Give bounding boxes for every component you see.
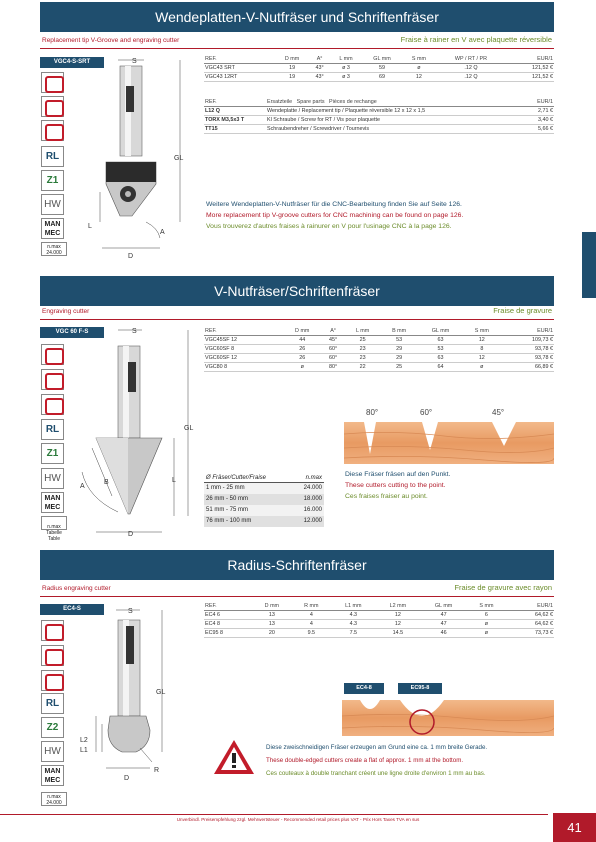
cell: 9.5 xyxy=(292,629,331,638)
col-pieces: Pièces de rechange xyxy=(329,99,377,105)
price-cell: 93,78 € xyxy=(501,354,554,363)
cell: VGC60SF 12 xyxy=(204,354,283,363)
cell: 4 xyxy=(292,620,331,629)
carbide-hw-icon: HW xyxy=(41,194,64,215)
cell: 76 mm - 100 mm xyxy=(204,516,293,527)
shank-icon xyxy=(41,620,64,641)
col-wp: WP / RT / PR xyxy=(436,55,507,64)
dim-l1-label: L1 xyxy=(80,747,88,754)
cell: 4 xyxy=(292,611,331,620)
table-row xyxy=(204,494,324,505)
table-row xyxy=(204,505,324,516)
cell: EC4 6 xyxy=(204,611,252,620)
cell: 29 xyxy=(380,354,417,363)
cutter-drawing-radius xyxy=(80,600,200,790)
product-code-badge: VGC 60 F-S xyxy=(40,327,104,338)
rpm-value: Tabelle Table xyxy=(46,530,62,542)
table-header-row xyxy=(204,55,554,64)
spec-table-vgc43 xyxy=(204,55,554,82)
dim-a-label: A xyxy=(160,229,165,236)
col-r: R mm xyxy=(292,602,331,611)
chip-ec95-8: EC95-8 xyxy=(398,683,442,694)
angle-label-45: 45° xyxy=(492,408,505,417)
cell: VGC45SF 12 xyxy=(204,336,283,345)
cell: 12 xyxy=(463,354,500,363)
cell: 46 xyxy=(420,629,467,638)
cell: EC95 8 xyxy=(204,629,252,638)
cell: EC4 8 xyxy=(204,620,252,629)
cell: .12 Q xyxy=(436,73,507,82)
section-subtitle-bar xyxy=(40,37,554,49)
cell: 14.5 xyxy=(376,629,421,638)
cell: TORX M3,5x3 T xyxy=(204,116,266,125)
product-code-badge: EC4-S xyxy=(40,604,104,615)
col-l2: L2 mm xyxy=(376,602,421,611)
col-gl: GL mm xyxy=(420,602,467,611)
note-en: These cutters cutting to the point. xyxy=(345,482,446,489)
col-s: S mm xyxy=(402,55,435,64)
cell: 45° xyxy=(321,336,345,345)
note-fr: Ces couteaux à double tranchant créent une ligne droite d'environ 1 mm au bas. xyxy=(266,770,486,777)
cell: 25 xyxy=(380,363,417,372)
cell: 23 xyxy=(345,345,381,354)
subtitle-en: Replacement tip V-Groove and engraving cutter xyxy=(42,37,180,44)
cell: 29 xyxy=(380,345,417,354)
subtitle-en: Engraving cutter xyxy=(42,308,90,315)
cell: L12 Q xyxy=(204,107,266,116)
rpm-table xyxy=(204,474,324,527)
section-title-v-nutfraeser: V-Nutfräser/Schriftenfräser xyxy=(40,276,554,306)
man-mec-icon: MAN MEC xyxy=(41,218,64,239)
material-icon xyxy=(41,120,64,141)
col-d: D mm xyxy=(283,327,321,336)
cell: 12 xyxy=(376,611,421,620)
cell: ø xyxy=(402,64,435,73)
price-cell: 66,89 € xyxy=(501,363,554,372)
cell: 63 xyxy=(418,336,463,345)
subtitle-fr: Fraise de gravure xyxy=(493,306,552,315)
dim-l-label: L xyxy=(172,477,176,484)
price-cell: 73,73 € xyxy=(506,629,554,638)
cell: 1 mm - 25 mm xyxy=(204,483,293,494)
note-en: More replacement tip V-groove cutters for CNC machining can be found on page 126. xyxy=(206,212,464,219)
cell: 80° xyxy=(321,363,345,372)
note-de: Diese Fräser fräsen auf den Punkt. xyxy=(345,471,451,478)
col-ref: REF. xyxy=(204,327,283,336)
table-row xyxy=(204,363,554,372)
note-fr: Vous trouverez d'autres fraises à rainurer en V pour l'usinage CNC à la page 126. xyxy=(206,223,452,230)
table-row xyxy=(204,620,554,629)
cell: Schraubendreher / Screwdriver / Tournevis xyxy=(266,125,525,134)
rotation-right-icon: RL xyxy=(41,693,64,714)
cell: 8 xyxy=(463,345,500,354)
cell: VGC43 12RT xyxy=(204,73,275,82)
cell: 24.000 xyxy=(293,483,324,494)
cell: 22 xyxy=(345,363,381,372)
cell: VGC80 8 xyxy=(204,363,283,372)
col-a: A° xyxy=(309,55,330,64)
dim-s-label: S xyxy=(128,608,133,615)
col-diameter: Ø Fräser/Cutter/Fraise xyxy=(204,474,293,483)
subtitle-fr: Fraise à rainer en V avec plaquette réversible xyxy=(400,35,552,44)
cell: TT15 xyxy=(204,125,266,134)
rotation-right-icon: RL xyxy=(41,146,64,167)
cell: 43° xyxy=(309,64,330,73)
dim-s-label: S xyxy=(132,328,137,335)
col-nmax: n.max xyxy=(293,474,324,483)
price-cell: 64,62 € xyxy=(506,620,554,629)
rpm-value: 24.000 xyxy=(46,250,62,256)
section-subtitle-bar xyxy=(40,585,554,597)
subtitle-fr: Fraise de gravure avec rayon xyxy=(454,583,552,592)
col-ersatzteile: Ersatzteile xyxy=(267,99,293,105)
cell: Kl Schraube / Screw for RT / Vis pour plaquette xyxy=(266,116,525,125)
col-ref: REF. xyxy=(204,98,266,107)
table-row xyxy=(204,345,554,354)
dim-b-label: B xyxy=(104,479,109,486)
table-row xyxy=(204,516,324,527)
cell: 19 xyxy=(275,64,309,73)
footer-price-note: Unverbindl. Preisempfehlung zzgl. Mehrwertsteuer - Recommended retail prices plus VAT - Prix Hors Taxes TVA en sus xyxy=(176,817,420,822)
cell: 59 xyxy=(362,64,402,73)
table-row xyxy=(204,125,554,134)
chapter-tab xyxy=(582,232,596,298)
flute-count-icon: Z1 xyxy=(41,443,64,464)
cutter-drawing-v-groove xyxy=(78,322,200,542)
col-l1: L1 mm xyxy=(331,602,376,611)
price-cell: 121,52 € xyxy=(506,64,554,73)
rotation-icon xyxy=(41,96,64,117)
section-title-wendeplatten: Wendeplatten-V-Nutfräser und Schriftenfräser xyxy=(40,2,554,32)
cell: .12 Q xyxy=(436,64,507,73)
cell: 12.000 xyxy=(293,516,324,527)
cell: VGC60SF 8 xyxy=(204,345,283,354)
warning-icon xyxy=(212,738,256,776)
dim-a-label: A xyxy=(80,483,85,490)
cell: 12 xyxy=(463,336,500,345)
cell: 26 xyxy=(283,345,321,354)
col-ref: REF. xyxy=(204,55,275,64)
col-d: D mm xyxy=(252,602,291,611)
table-row xyxy=(204,64,554,73)
cell: 12 xyxy=(402,73,435,82)
page-number: 41 xyxy=(553,813,596,842)
footer-divider xyxy=(0,814,548,815)
cell: 7.5 xyxy=(331,629,376,638)
spare-parts-table xyxy=(204,98,554,134)
table-header-row xyxy=(204,98,554,107)
cell: ø xyxy=(467,629,506,638)
cell: 60° xyxy=(321,345,345,354)
material-icon xyxy=(41,394,64,415)
cell: 53 xyxy=(418,345,463,354)
subtitle-en: Radius engraving cutter xyxy=(42,585,111,592)
cell: 53 xyxy=(380,336,417,345)
col-parts-combined xyxy=(266,98,525,107)
cell: ø xyxy=(467,620,506,629)
col-b: B mm xyxy=(380,327,417,336)
cell: ø xyxy=(283,363,321,372)
dim-gl-label: GL xyxy=(184,425,194,432)
rpm-label: n.max xyxy=(47,524,61,530)
rotation-right-icon: RL xyxy=(41,419,64,440)
dim-d-label: D xyxy=(124,775,130,782)
carbide-hw-icon: HW xyxy=(41,741,64,762)
rpm-value: 24.000 xyxy=(46,800,62,806)
table-row xyxy=(204,629,554,638)
cell: 13 xyxy=(252,620,291,629)
note-fr: Ces fraises fraiser au point. xyxy=(345,493,428,500)
price-cell: 93,78 € xyxy=(501,345,554,354)
cell: 60° xyxy=(321,354,345,363)
cell: 43° xyxy=(309,73,330,82)
cell: 25 xyxy=(345,336,381,345)
product-code-badge: VGC4-S-SRT xyxy=(40,57,104,68)
table-row xyxy=(204,336,554,345)
cell: 47 xyxy=(420,620,467,629)
notes-section-1 xyxy=(206,199,463,232)
cell: 51 mm - 75 mm xyxy=(204,505,293,516)
cutter-drawing-vgc xyxy=(80,52,200,264)
dim-gl-label: GL xyxy=(156,689,166,696)
col-s: S mm xyxy=(467,602,506,611)
col-ref: REF. xyxy=(204,602,252,611)
table-row xyxy=(204,116,554,125)
cell: ø 3 xyxy=(330,73,362,82)
cell: 63 xyxy=(418,354,463,363)
price-cell: 121,52 € xyxy=(506,73,554,82)
col-gl: GL mm xyxy=(362,55,402,64)
carbide-hw-icon: HW xyxy=(41,468,64,489)
rpm-badge xyxy=(41,792,67,806)
table-header-row xyxy=(204,474,324,483)
flute-count-icon: Z1 xyxy=(41,170,64,191)
table-row xyxy=(204,354,554,363)
dim-s-label: S xyxy=(132,58,137,65)
cell: 26 mm - 50 mm xyxy=(204,494,293,505)
section-title-radius: Radius-Schriftenfräser xyxy=(40,550,554,580)
cell: 4.3 xyxy=(331,620,376,629)
rpm-label: n.max xyxy=(47,244,61,250)
dim-r-label: R xyxy=(154,767,160,774)
rpm-badge xyxy=(41,242,67,256)
table-row xyxy=(204,73,554,82)
rotation-icon xyxy=(41,369,64,390)
table-row xyxy=(204,107,554,116)
rpm-badge xyxy=(41,516,67,542)
spec-table-ec4 xyxy=(204,602,554,638)
cell: 18.000 xyxy=(293,494,324,505)
dim-l-label: L xyxy=(88,223,92,230)
cell: 69 xyxy=(362,73,402,82)
cell: Wendeplatte / Replacement tip / Plaquette réversible 12 x 12 x 1,5 xyxy=(266,107,525,116)
col-d: D mm xyxy=(275,55,309,64)
cell: ø 3 xyxy=(330,64,362,73)
price-cell: 64,62 € xyxy=(506,611,554,620)
spec-table-vgc60 xyxy=(204,327,554,372)
man-mec-icon: MAN MEC xyxy=(41,492,64,513)
dim-gl-label: GL xyxy=(174,155,184,162)
price-cell: 5,66 € xyxy=(525,125,554,134)
wood-groove-illustration xyxy=(344,420,554,464)
table-header-row xyxy=(204,327,554,336)
col-eur: EUR/1 xyxy=(506,55,554,64)
col-l: L mm xyxy=(345,327,381,336)
price-cell: 2,71 € xyxy=(525,107,554,116)
cell: 4.3 xyxy=(331,611,376,620)
table-header-row xyxy=(204,602,554,611)
col-eur: EUR/1 xyxy=(506,602,554,611)
section-subtitle-bar xyxy=(40,308,554,320)
dim-l2-label: L2 xyxy=(80,737,88,744)
table-row xyxy=(204,483,324,494)
cell: 47 xyxy=(420,611,467,620)
notes-section-2 xyxy=(345,469,450,502)
cell: 12 xyxy=(376,620,421,629)
dim-d-label: D xyxy=(128,253,134,260)
angle-label-80: 80° xyxy=(366,408,379,417)
cell: VGC43 SRT xyxy=(204,64,275,73)
price-cell: 3,40 € xyxy=(525,116,554,125)
rotation-icon xyxy=(41,645,64,666)
wood-radius-illustration xyxy=(342,696,554,736)
cell: 26 xyxy=(283,354,321,363)
price-cell: 109,73 € xyxy=(501,336,554,345)
shank-icon xyxy=(41,344,64,365)
col-spare-parts: Spare parts xyxy=(296,99,325,105)
dim-d-label: D xyxy=(128,531,134,538)
note-de: Diese zweischneidigen Fräser erzeugen am Grund eine ca. 1 mm breite Gerade. xyxy=(266,744,488,751)
col-a: A° xyxy=(321,327,345,336)
col-gl: GL mm xyxy=(418,327,463,336)
cell: 20 xyxy=(252,629,291,638)
angle-label-60: 60° xyxy=(420,408,433,417)
col-eur: EUR/1 xyxy=(525,98,554,107)
cell: 64 xyxy=(418,363,463,372)
cell: 19 xyxy=(275,73,309,82)
col-eur: EUR/1 xyxy=(501,327,554,336)
note-en: These double-edged cutters create a flat of approx. 1 mm at the bottom. xyxy=(266,757,464,764)
cell: 13 xyxy=(252,611,291,620)
cell: 6 xyxy=(467,611,506,620)
table-row xyxy=(204,611,554,620)
note-de: Weitere Wendeplatten-V-Nutfräser für die CNC-Bearbeitung finden Sie auf Seite 126. xyxy=(206,201,462,208)
notes-section-3 xyxy=(266,741,487,780)
man-mec-icon: MAN MEC xyxy=(41,765,64,786)
flute-count-icon: Z2 xyxy=(41,717,64,738)
shank-icon xyxy=(41,72,64,93)
material-icon xyxy=(41,670,64,691)
cell: 23 xyxy=(345,354,381,363)
cell: ø xyxy=(463,363,500,372)
col-s: S mm xyxy=(463,327,500,336)
cell: 16.000 xyxy=(293,505,324,516)
chip-ec4-8: EC4-8 xyxy=(344,683,384,694)
col-l: L mm xyxy=(330,55,362,64)
rpm-label: n.max xyxy=(47,794,61,800)
cell: 44 xyxy=(283,336,321,345)
